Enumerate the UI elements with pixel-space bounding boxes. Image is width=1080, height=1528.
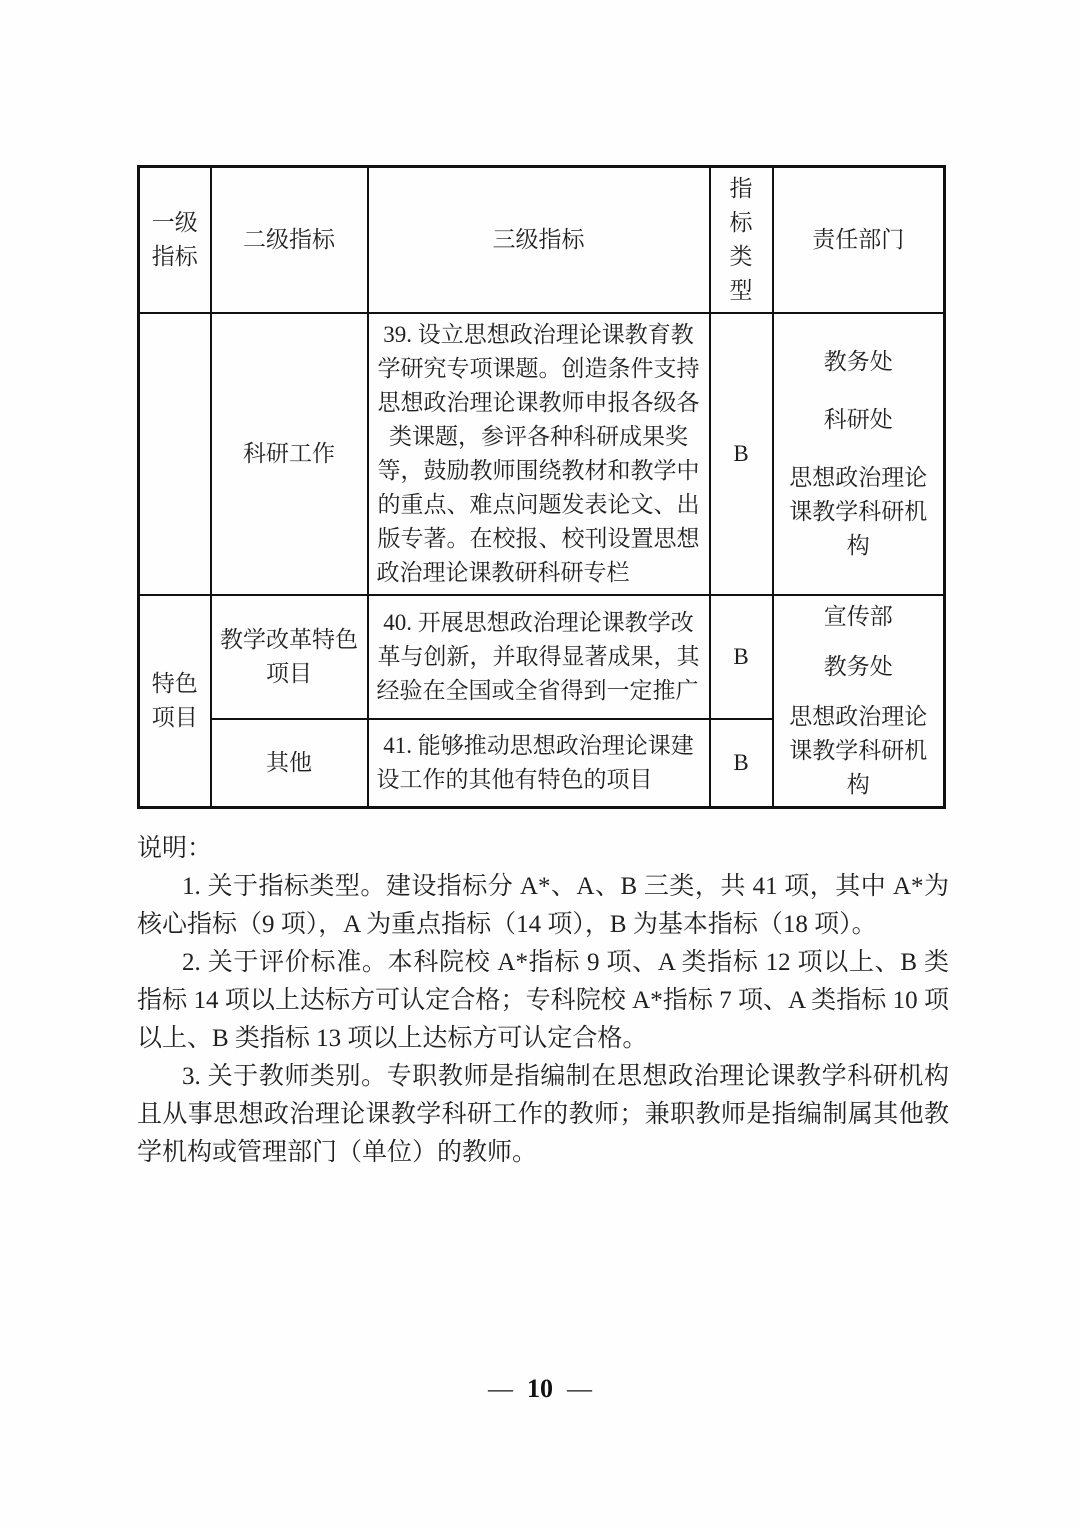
department-item: 思想政治理论课教学科研机构 <box>789 704 928 797</box>
header-cell-level1-indicator: 一级指标 <box>139 167 211 314</box>
page-content <box>137 165 949 1172</box>
table-row-40 <box>139 595 945 719</box>
indicator-table <box>137 165 946 809</box>
header-cell-level3-indicator: 三级指标 <box>368 167 710 314</box>
header-cell-level2-indicator: 二级指标 <box>211 167 368 314</box>
cell-level1-empty <box>139 313 211 595</box>
note-item-2: 2. 关于评价标准。本科院校 A*指标 9 项、A 类指标 12 项以上、B 类指标 14 项以上达标方可认定合格；专科院校 A*指标 7 项、A 类指标 10 项以上、B 类指标 13 项以上达标方可认定合格。 <box>137 949 949 1052</box>
department-item: 教务处 <box>823 349 893 374</box>
department-item: 宣传部 <box>823 604 893 629</box>
notes-section <box>137 830 949 1172</box>
page-number: 10 <box>527 1374 553 1403</box>
department-list <box>782 345 936 563</box>
cell-level2-research-work: 科研工作 <box>211 313 368 595</box>
cell-level3-item40: 40. 开展思想政治理论课教学改革与创新，并取得显著成果，其经验在全国或全省得到一定推广 <box>368 595 710 719</box>
cell-departments-40-41 <box>773 595 945 808</box>
table-row-39 <box>139 313 945 595</box>
department-list <box>782 600 936 802</box>
cell-level3-item39: 39. 设立思想政治理论课教育教学研究专项课题。创造条件支持思想政治理论课教师申报各级各类课题，参评各种科研成果奖等，鼓励教师围绕教材和教学中的重点、难点问题发表论文、出版专著。在校报、校刊设置思想政治理论课教研科研专栏 <box>368 313 710 595</box>
page-footer <box>0 1374 1080 1404</box>
note-item-3: 3. 关于教师类别。专职教师是指编制在思想政治理论课教学科研机构且从事思想政治理论课教学科研工作的教师；兼职教师是指编制属其他教学机构或管理部门（单位）的教师。 <box>137 1063 949 1166</box>
note-item-1: 1. 关于指标类型。建设指标分 A*、A、B 三类，共 41 项，其中 A*为核心指标（9 项），A 为重点指标（14 项），B 为基本指标（18 项）。 <box>137 873 949 938</box>
cell-level3-item41: 41. 能够推动思想政治理论课建设工作的其他有特色的项目 <box>368 719 710 808</box>
cell-level2-other: 其他 <box>211 719 368 808</box>
header-cell-responsible-dept: 责任部门 <box>773 167 945 314</box>
footer-dash-right: — <box>567 1376 592 1403</box>
notes-title: 说明： <box>137 835 213 862</box>
cell-departments-39 <box>773 313 945 595</box>
header-cell-indicator-type: 指标类型 <box>710 167 773 314</box>
cell-level2-teaching-reform: 教学改革特色项目 <box>211 595 368 719</box>
footer-dash-left: — <box>488 1376 513 1403</box>
department-item: 科研处 <box>823 407 893 432</box>
table-header-row <box>139 167 945 314</box>
department-item: 思想政治理论课教学科研机构 <box>789 465 928 558</box>
cell-type-39: B <box>710 313 773 595</box>
cell-type-40: B <box>710 595 773 719</box>
department-item: 教务处 <box>823 654 893 679</box>
cell-level1-special-projects: 特色项目 <box>139 595 211 808</box>
cell-type-41: B <box>710 719 773 808</box>
